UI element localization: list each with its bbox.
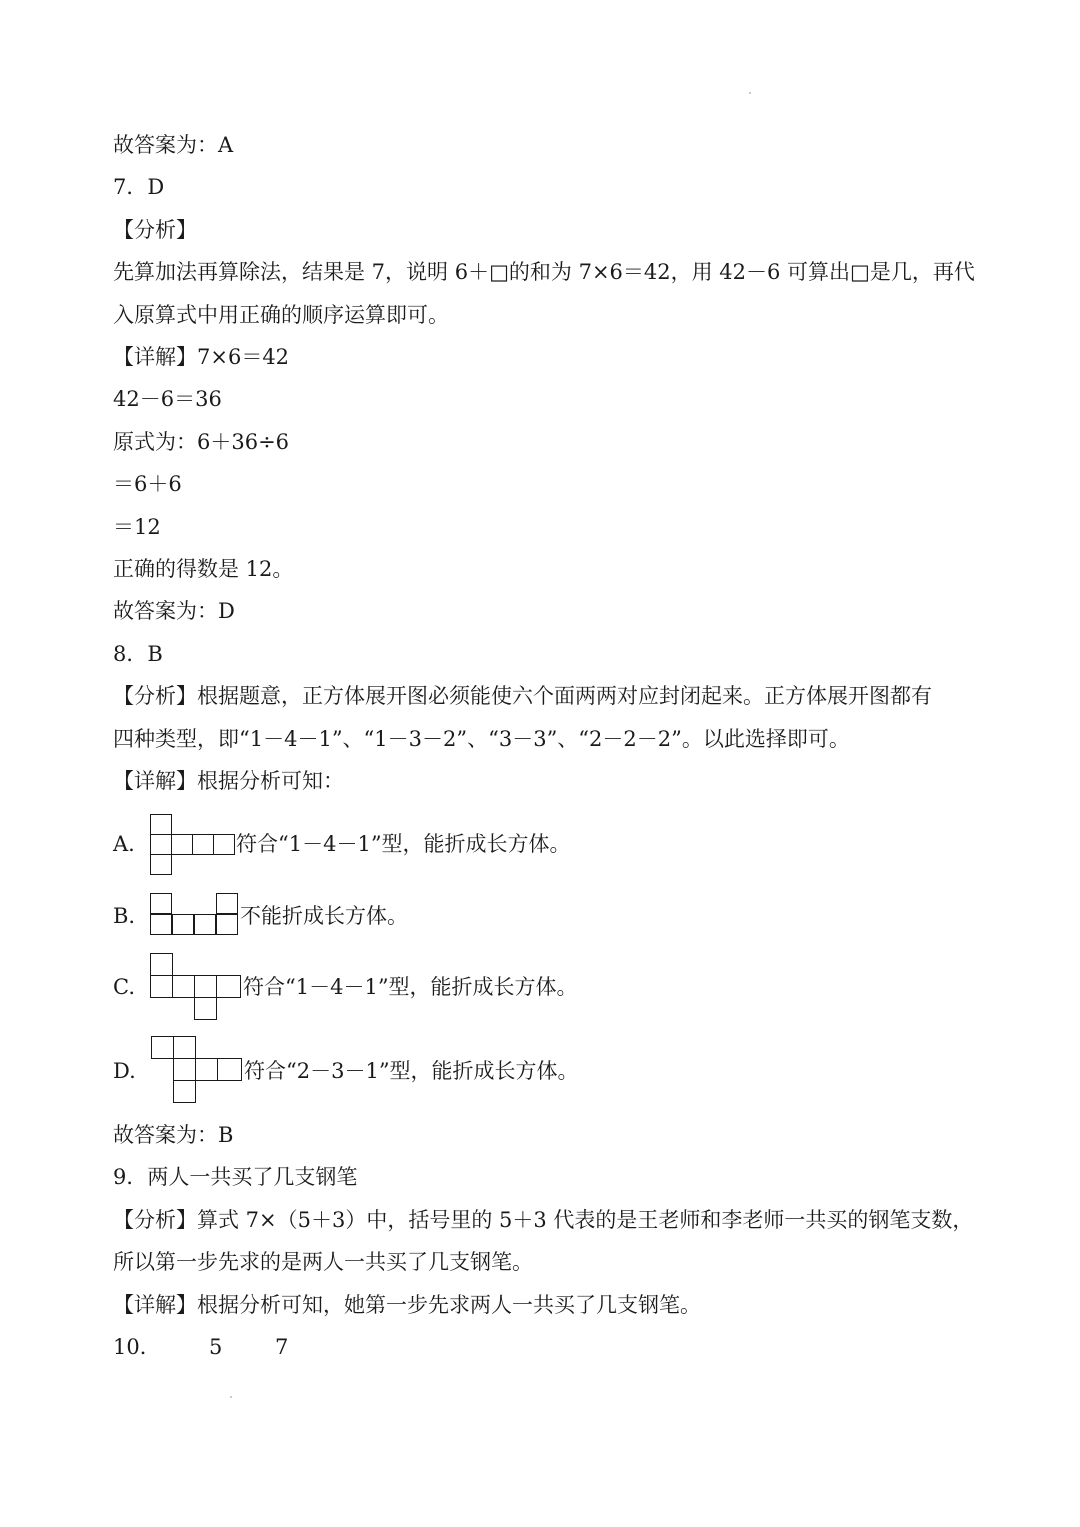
analysis-9-line1: 【分析】算式 7×（5＋3）中，括号里的 5＋3 代表的是王老师和李老师一共买的钢笔支数， [113, 1208, 974, 1232]
analysis-8-line1: 【分析】根据题意，正方体展开图必须能使六个面两两对应封闭起来。正方体展开图都有 [113, 684, 932, 708]
option-d-net-diagram [151, 1036, 243, 1104]
detail-7-line4: ＝6＋6 [113, 472, 182, 496]
option-b-text: 不能折成长方体。 [240, 904, 408, 928]
question-10-answer-b: 7 [275, 1335, 289, 1359]
answer-line-8: 故答案为：B [113, 1123, 234, 1147]
question-10-answer-a: 5 [209, 1335, 223, 1359]
detail-7-line3: 原式为：6＋36÷6 [113, 430, 290, 454]
question-8-number: 8．B [113, 642, 163, 666]
analysis-text-7-line2: 入原算式中用正确的顺序运算即可。 [113, 303, 449, 327]
speck [230, 1396, 232, 1398]
question-9-title: 9．两人一共买了几支钢笔 [113, 1165, 358, 1189]
detail-7-line1: 【详解】7×6＝42 [113, 345, 290, 369]
option-a-net-diagram [150, 814, 236, 876]
option-b-net-diagram [150, 893, 238, 937]
option-a-label: A. [113, 832, 135, 856]
option-d-label: D. [113, 1059, 136, 1083]
question-7-number: 7．D [113, 175, 165, 199]
detail-9-line1: 【详解】根据分析可知，她第一步先求两人一共买了几支钢笔。 [113, 1293, 701, 1317]
option-c-label: C. [113, 975, 135, 999]
analysis-9-line2: 所以第一步先求的是两人一共买了几支钢笔。 [113, 1250, 533, 1274]
detail-7-line2: 42－6＝36 [113, 387, 222, 411]
option-c-text: 符合“1－4－1”型，能折成长方体。 [243, 975, 578, 999]
option-d-text: 符合“2－3－1”型，能折成长方体。 [244, 1059, 579, 1083]
option-b-label: B. [113, 904, 136, 928]
option-c-net-diagram [150, 953, 242, 1020]
answer-line-6: 故答案为：A [113, 133, 234, 157]
question-10-number: 10． [113, 1335, 161, 1359]
option-a-text: 符合“1－4－1”型，能折成长方体。 [236, 832, 571, 856]
detail-8-line1: 【详解】根据分析可知： [113, 769, 344, 793]
analysis-heading-7: 【分析】 [113, 218, 197, 242]
detail-7-line5: ＝12 [113, 515, 161, 539]
speck [749, 92, 751, 94]
detail-7-line6: 正确的得数是 12。 [113, 557, 294, 581]
analysis-text-7-line1: 先算加法再算除法，结果是 7，说明 6＋□的和为 7×6＝42，用 42－6 可算出□是几，再代 [113, 260, 975, 284]
answer-line-7: 故答案为：D [113, 599, 235, 623]
analysis-8-line2: 四种类型，即“1－4－1”、“1－3－2”、“3－3”、“2－2－2”。以此选择即可。 [113, 727, 850, 751]
